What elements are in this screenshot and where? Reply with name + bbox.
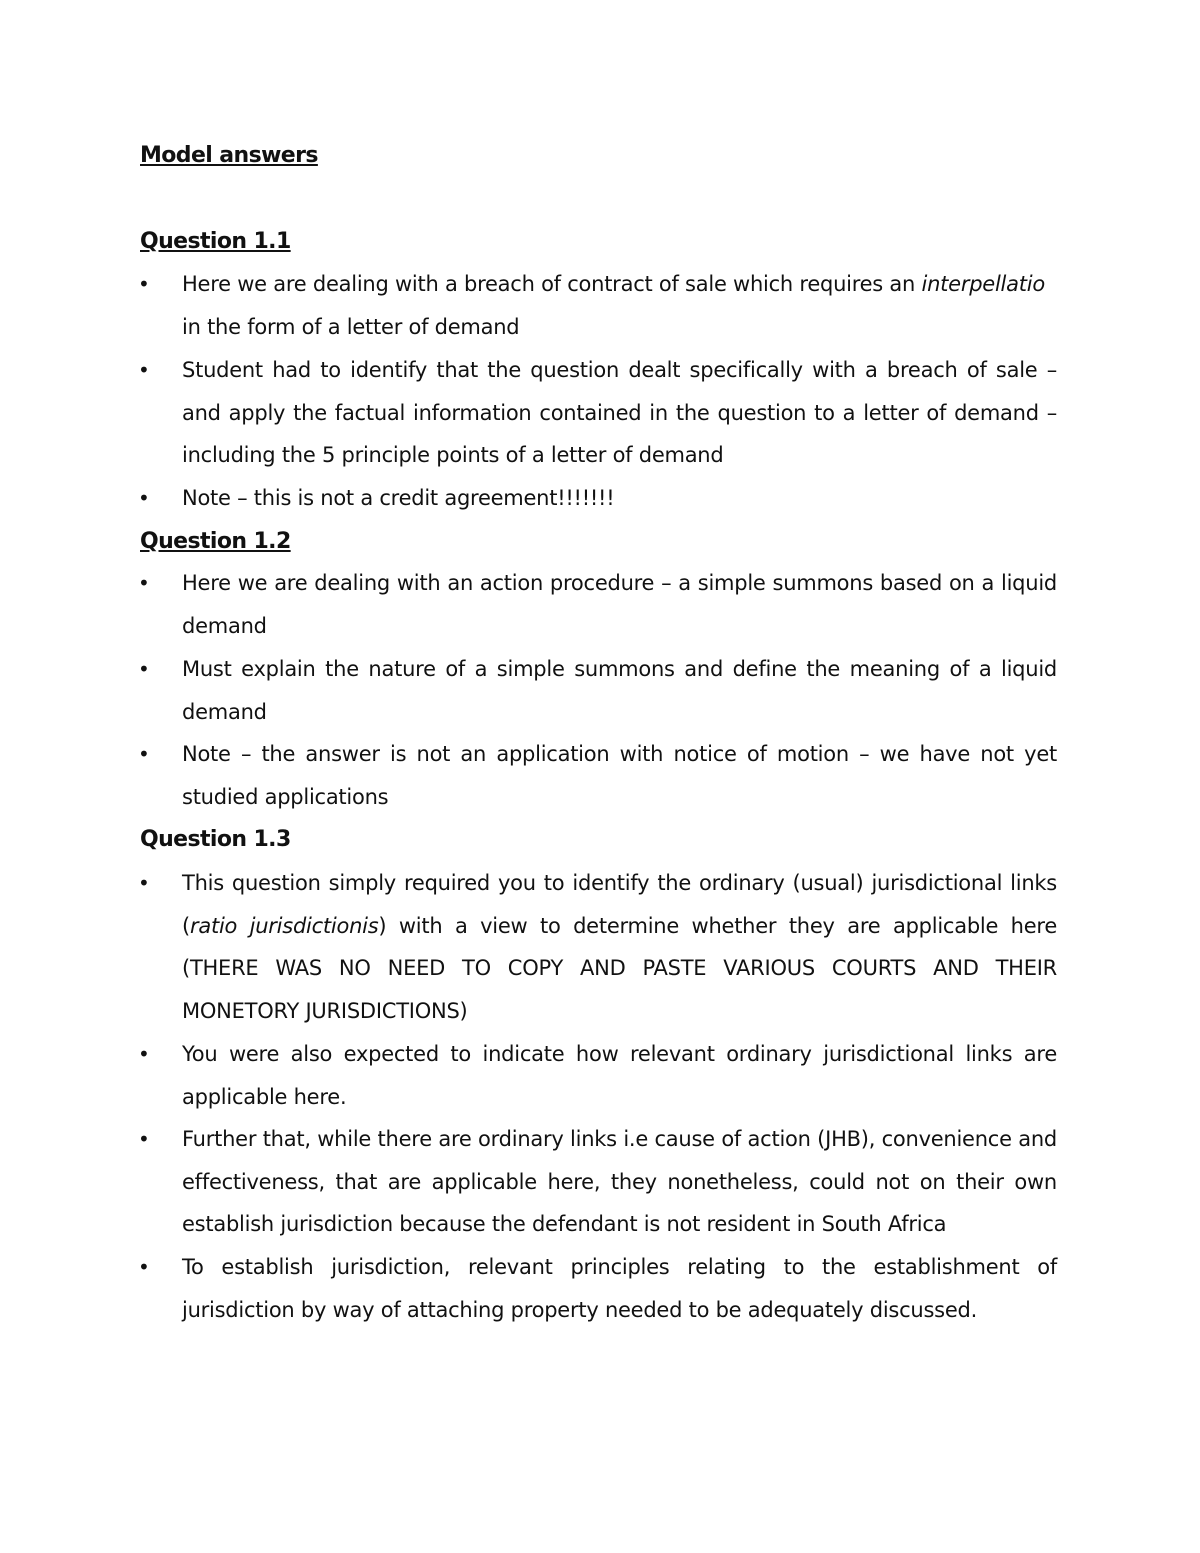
- bullet-icon: •: [138, 742, 150, 766]
- item-text: This question simply required you to identify the ordinary (usual) jurisdictional links (: [182, 871, 1057, 938]
- list-item: You were also expected to indicate how relevant ordinary jurisdictional links are applicable here.: [182, 1042, 1057, 1109]
- bullet-icon: •: [138, 1255, 150, 1279]
- item-text: Here we are dealing with a breach of contract of sale which requires an: [182, 272, 922, 296]
- page-title: Model answers: [140, 143, 318, 168]
- list-item: [182, 862, 1057, 1032]
- question-1-3-heading: Question 1.3: [140, 827, 291, 852]
- bullet-icon: •: [138, 571, 150, 595]
- list-item: Note – this is not a credit agreement!!!!!!!: [182, 486, 615, 510]
- list-item: Further that, while there are ordinary links i.e cause of action (JHB), convenience and effectiveness, that are applicable here, they nonetheless, could not on their own establish jurisdiction because the defendant is not resident in South Africa: [182, 1127, 1057, 1237]
- list-item: Must explain the nature of a simple summons and define the meaning of a liquid demand: [182, 657, 1057, 724]
- bullet-icon: •: [138, 486, 150, 510]
- bullet-icon: •: [138, 657, 150, 681]
- bullet-icon: •: [138, 1042, 150, 1066]
- list-item: Here we are dealing with an action procedure – a simple summons based on a liquid demand: [182, 571, 1057, 638]
- list-item: [182, 263, 1057, 348]
- list-item: Student had to identify that the question dealt specifically with a breach of sale – and apply the factual information contained in the question to a letter of demand – including the 5 principle points of a letter of demand: [182, 358, 1057, 468]
- bullet-icon: •: [138, 358, 150, 382]
- bullet-icon: •: [138, 871, 150, 895]
- item-text: ) with a view to determine whether they are applicable here (THERE WAS NO NEED TO COPY AND PASTE VARIOUS COURTS AND THEIR MONETORY JURISDICTIONS): [182, 913, 1058, 1023]
- item-text: in the form of a letter of demand: [182, 314, 520, 339]
- item-text-italic: interpellatio: [921, 272, 1045, 296]
- bullet-icon: •: [138, 1127, 150, 1151]
- question-1-1-heading: Question 1.1: [140, 229, 291, 254]
- list-item: To establish jurisdiction, relevant principles relating to the establishment of jurisdiction by way of attaching property needed to be adequately discussed.: [182, 1255, 1057, 1322]
- list-item: Note – the answer is not an application with notice of motion – we have not yet studied applications: [182, 742, 1057, 809]
- item-text-italic: ratio jurisdictionis: [189, 913, 379, 938]
- question-1-2-heading: Question 1.2: [140, 529, 291, 554]
- bullet-icon: •: [138, 272, 150, 296]
